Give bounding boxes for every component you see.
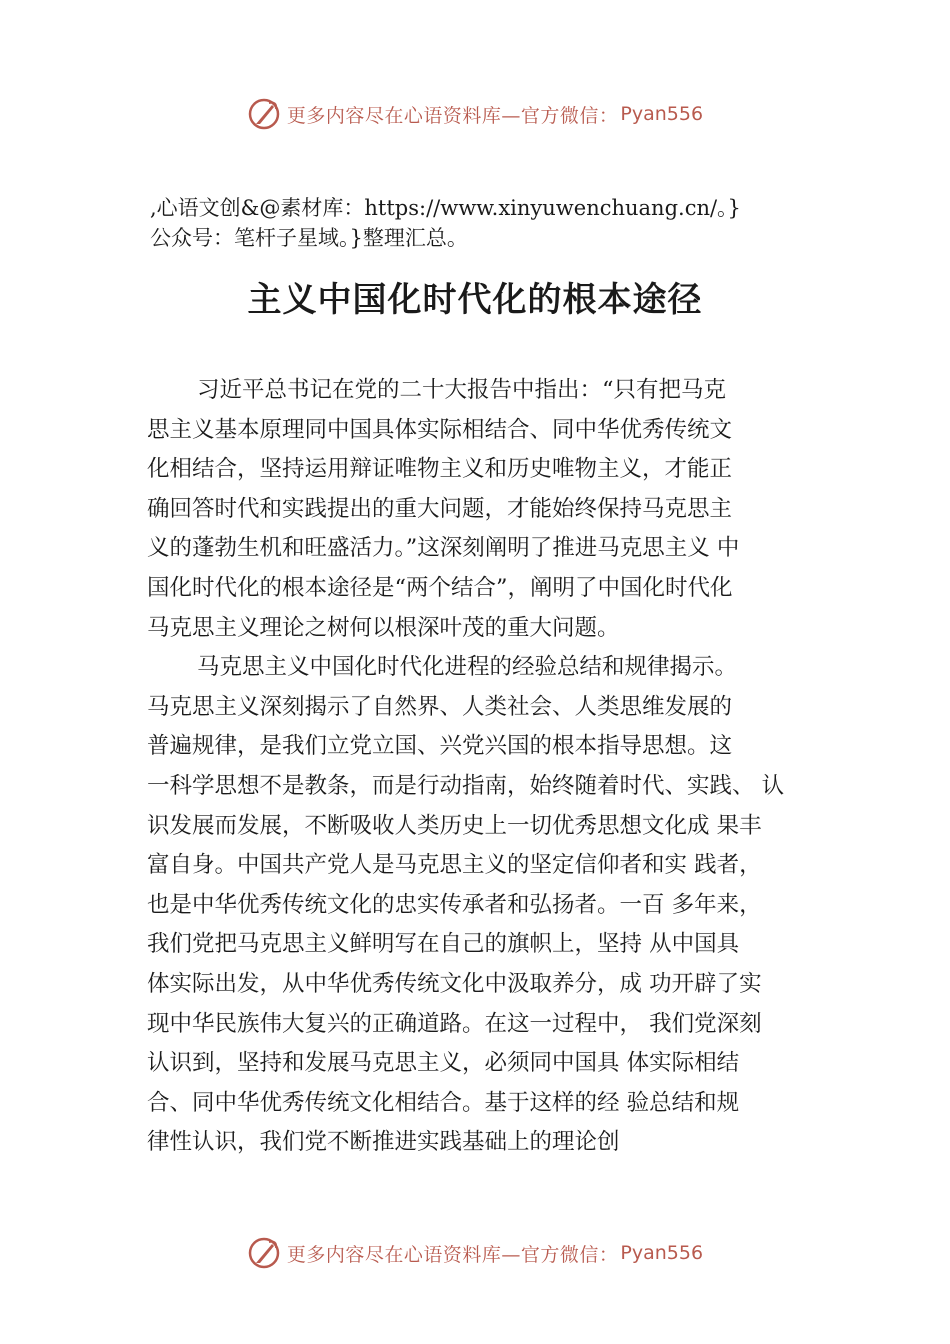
body-line: 富自身。中国共产党人是马克思主义的坚定信仰者和实 践者， [147, 852, 762, 879]
banner-text: 更多内容尽在心语资料库—官方微信： [286, 104, 619, 127]
body-line: 普遍规律，是我们立党立国、兴党兴国的根本指导思想。这 [147, 733, 733, 760]
footer-banner [0, 1231, 950, 1275]
document-body [147, 371, 837, 1163]
body-line: 现中华民族伟大复兴的正确道路。在这一过程中， 我们党深刻 [147, 1010, 762, 1037]
source-line: ,心语文创&@素材库：https://www.xinyuwenchuang.cn/。} [150, 196, 741, 220]
body-line: 化相结合，坚持运用辩证唯物主义和历史唯物主义，才能正 [147, 456, 733, 483]
body-line: 我们党把马克思主义鲜明写在自己的旗帜上，坚持 从中国具 [147, 931, 740, 958]
body-line: 义的蓬勃生机和旺盛活力。”这深刻阐明了推进马克思主义 中 [147, 535, 740, 562]
quill-pen-logo-icon [247, 1236, 281, 1270]
body-line: 识发展而发展，不断吸收人类历史上一切优秀思想文化成 果丰 [147, 812, 762, 839]
source-line: 公众号：笔杆子星域。}整理汇总。 [150, 226, 468, 250]
body-line: 马克思主义理论之树何以根深叶茂的重大问题。 [147, 614, 620, 641]
banner-text: 更多内容尽在心语资料库—官方微信： [286, 1243, 619, 1266]
body-line: 律性认识，我们党不断推进实践基础上的理论创 [147, 1129, 620, 1156]
body-line: 国化时代化的根本途径是“两个结合”，阐明了中国化时代化 [147, 574, 733, 601]
body-line: 马克思主义深刻揭示了自然界、人类社会、人类思维发展的 [147, 693, 733, 720]
wechat-id: Pyan556 [620, 103, 704, 125]
body-line: 也是中华优秀传统文化的忠实传承者和弘扬者。一百 多年来， [147, 891, 762, 918]
body-line: 确回答时代和实践提出的重大问题，才能始终保持马克思主 [147, 495, 733, 522]
source-note [150, 193, 850, 253]
header-banner [0, 92, 950, 136]
body-line: 体实际出发，从中华优秀传统文化中汲取养分，成 功开辟了实 [147, 970, 762, 997]
quill-pen-logo-icon [247, 97, 281, 131]
body-line: 一科学思想不是教条，而是行动指南，始终随着时代、实践、 认 [147, 772, 785, 799]
body-line: 马克思主义中国化时代化进程的经验总结和规律揭示。 [197, 654, 738, 681]
body-line: 习近平总书记在党的二十大报告中指出：“只有把马克 [197, 377, 727, 403]
document-title: 主义中国化时代化的根本途径 [247, 280, 703, 320]
body-line: 思主义基本原理同中国具体实际相结合、同中华优秀传统文 [147, 416, 733, 443]
wechat-id: Pyan556 [620, 1242, 704, 1264]
body-line: 认识到，坚持和发展马克思主义，必须同中国具 体实际相结 [147, 1050, 740, 1077]
body-line: 合、同中华优秀传统文化相结合。基于这样的经 验总结和规 [147, 1089, 740, 1116]
